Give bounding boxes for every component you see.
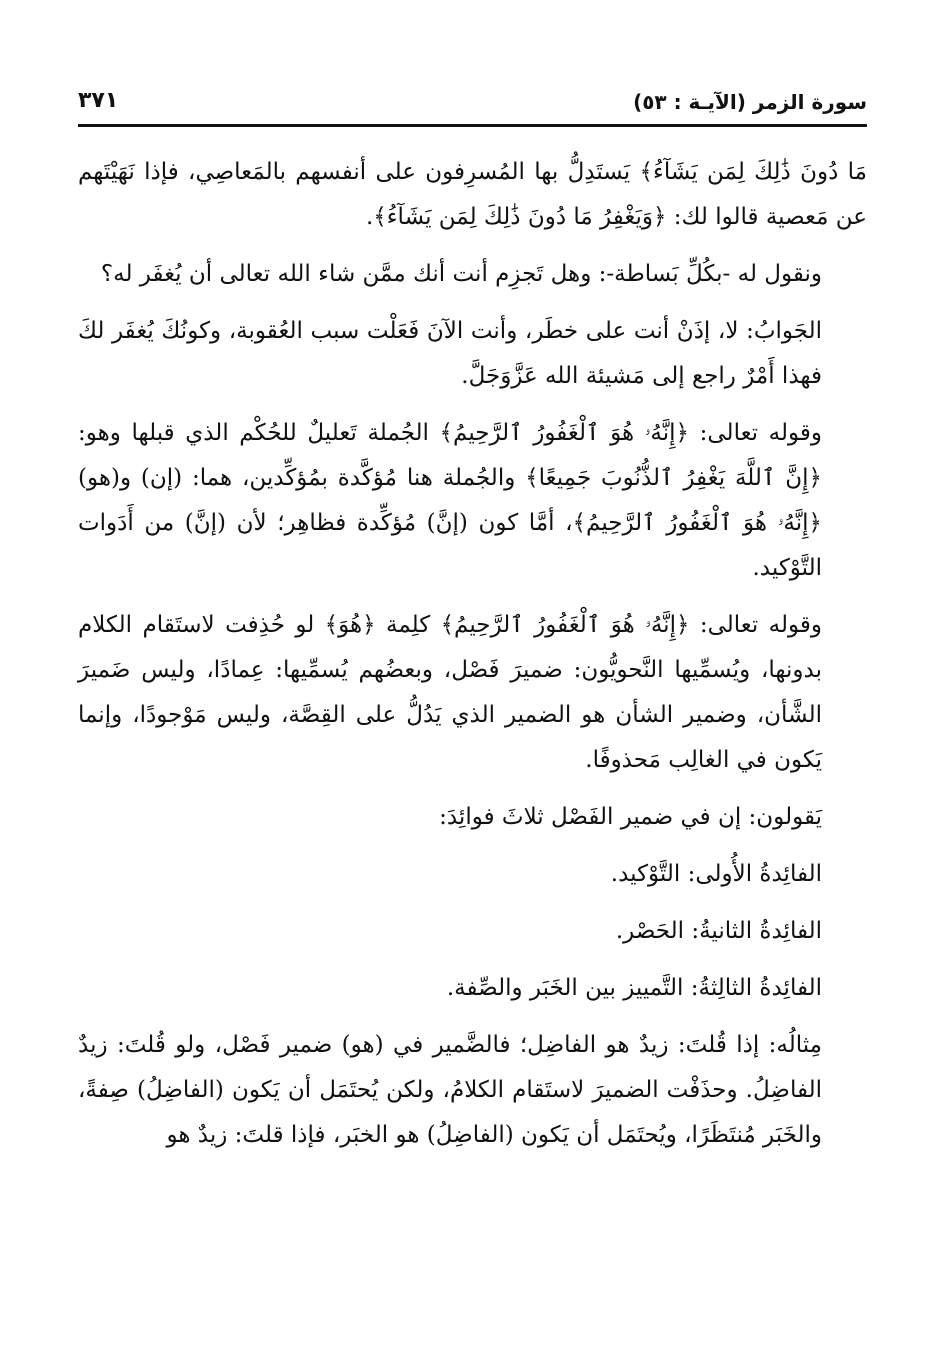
benefit-1: الفائِدةُ الأُولى: التَّوْكيد. bbox=[610, 861, 822, 887]
benefit-2: الفائِدةُ الثانيةُ: الحَصْر. bbox=[615, 918, 822, 944]
benefit-3: الفائِدةُ الثالِثةُ: التَّمييز بين الخَبَر والصِّفة. bbox=[446, 975, 822, 1001]
paragraph-7: مِثالُه: إذا قُلتَ: زيدٌ هو الفاضِل؛ فالضَّمير في (هو) ضمير فَصْل، ولو قُلتَ: زيدٌ الفاضِلُ. وحذَفْت الضميرَ لاستَقام الكلامُ، ولكن يُحتَمَل أن يَكون (الفاضِلُ) صِفةً، والخَبَر مُنتَظَرًا، ويُحتَمَل أن يَكون (الفاضِلُ) هو الخبَر، فإذا قلتَ: زيدٌ هو bbox=[78, 1032, 822, 1148]
running-title: سورة الزمر (الآيـة : ٥٣) bbox=[633, 90, 867, 114]
page-header bbox=[78, 88, 867, 127]
paragraph-3: الجَوابُ: لا، إذَنْ أنت على خطَر، وأنت الآنَ فَعَلْت سبب العُقوبة، وكونُكَ يُغفَر لكَ فهذا أَمْرٌ راجع إلى مَشيئة الله عَزَّوَجَلَّ. bbox=[78, 318, 822, 389]
paragraph-4: وقوله تعالى: ﴿إِنَّهُۥ هُوَ ٱلْغَفُورُ ٱلرَّحِيمُ﴾ الجُملة تَعليلٌ للحُكْم الذي قبلها وهو: ﴿إِنَّ ٱللَّهَ يَغْفِرُ ٱلذُّنُوبَ جَمِيعًا﴾ والجُملة هنا مُؤكَّدة بمُؤكِّدين، هما: (إن) و(هو) ﴿إِنَّهُۥ هُوَ ٱلْغَفُورُ ٱلرَّحِيمُ﴾، أمَّا كون (إنَّ) مُؤكِّدة فظاهِر؛ لأن (إنَّ) من أَدَوات التَّوْكيد. bbox=[78, 420, 822, 581]
paragraph-5: وقوله تعالى: ﴿إِنَّهُۥ هُوَ ٱلْغَفُورُ ٱلرَّحِيمُ﴾ كلِمة ﴿هُوَ﴾ لو حُذِفت لاستَقام الكلام بدونها، ويُسمِّيها النَّحويُّون: ضميرَ فَصْل، وبعضُهم يُسمِّيها: عِمادًا، وليس ضَميرَ الشَّأن، وضمير الشأن هو الضمير الذي يَدُلُّ على القِصَّة، وليس مَوْجودًا، وإنما يَكون في الغالِب مَحذوفًا. bbox=[78, 612, 822, 773]
page-number: ٣٧١ bbox=[78, 88, 119, 113]
paragraph-6: يَقولون: إن في ضمير الفَصْل ثلاثَ فوائِدَ: bbox=[439, 804, 822, 830]
page-body bbox=[78, 150, 867, 1170]
paragraph-1: مَا دُونَ ذَٰلِكَ لِمَن يَشَآءُ﴾ يَستَدِلُّ بها المُسرِفون على أنفسهم بالمَعاصِي، فإذا نَهَيْتَهم عن مَعصية قالوا لك: ﴿وَيَغْفِرُ مَا دُونَ ذَٰلِكَ لِمَن يَشَآءُ﴾. bbox=[78, 159, 867, 230]
paragraph-2: ونقول له -بكُلِّ بَساطة-: وهل تَجزِم أنت أنك ممَّن شاء الله تعالى أن يُغفَر له؟ bbox=[100, 261, 822, 287]
